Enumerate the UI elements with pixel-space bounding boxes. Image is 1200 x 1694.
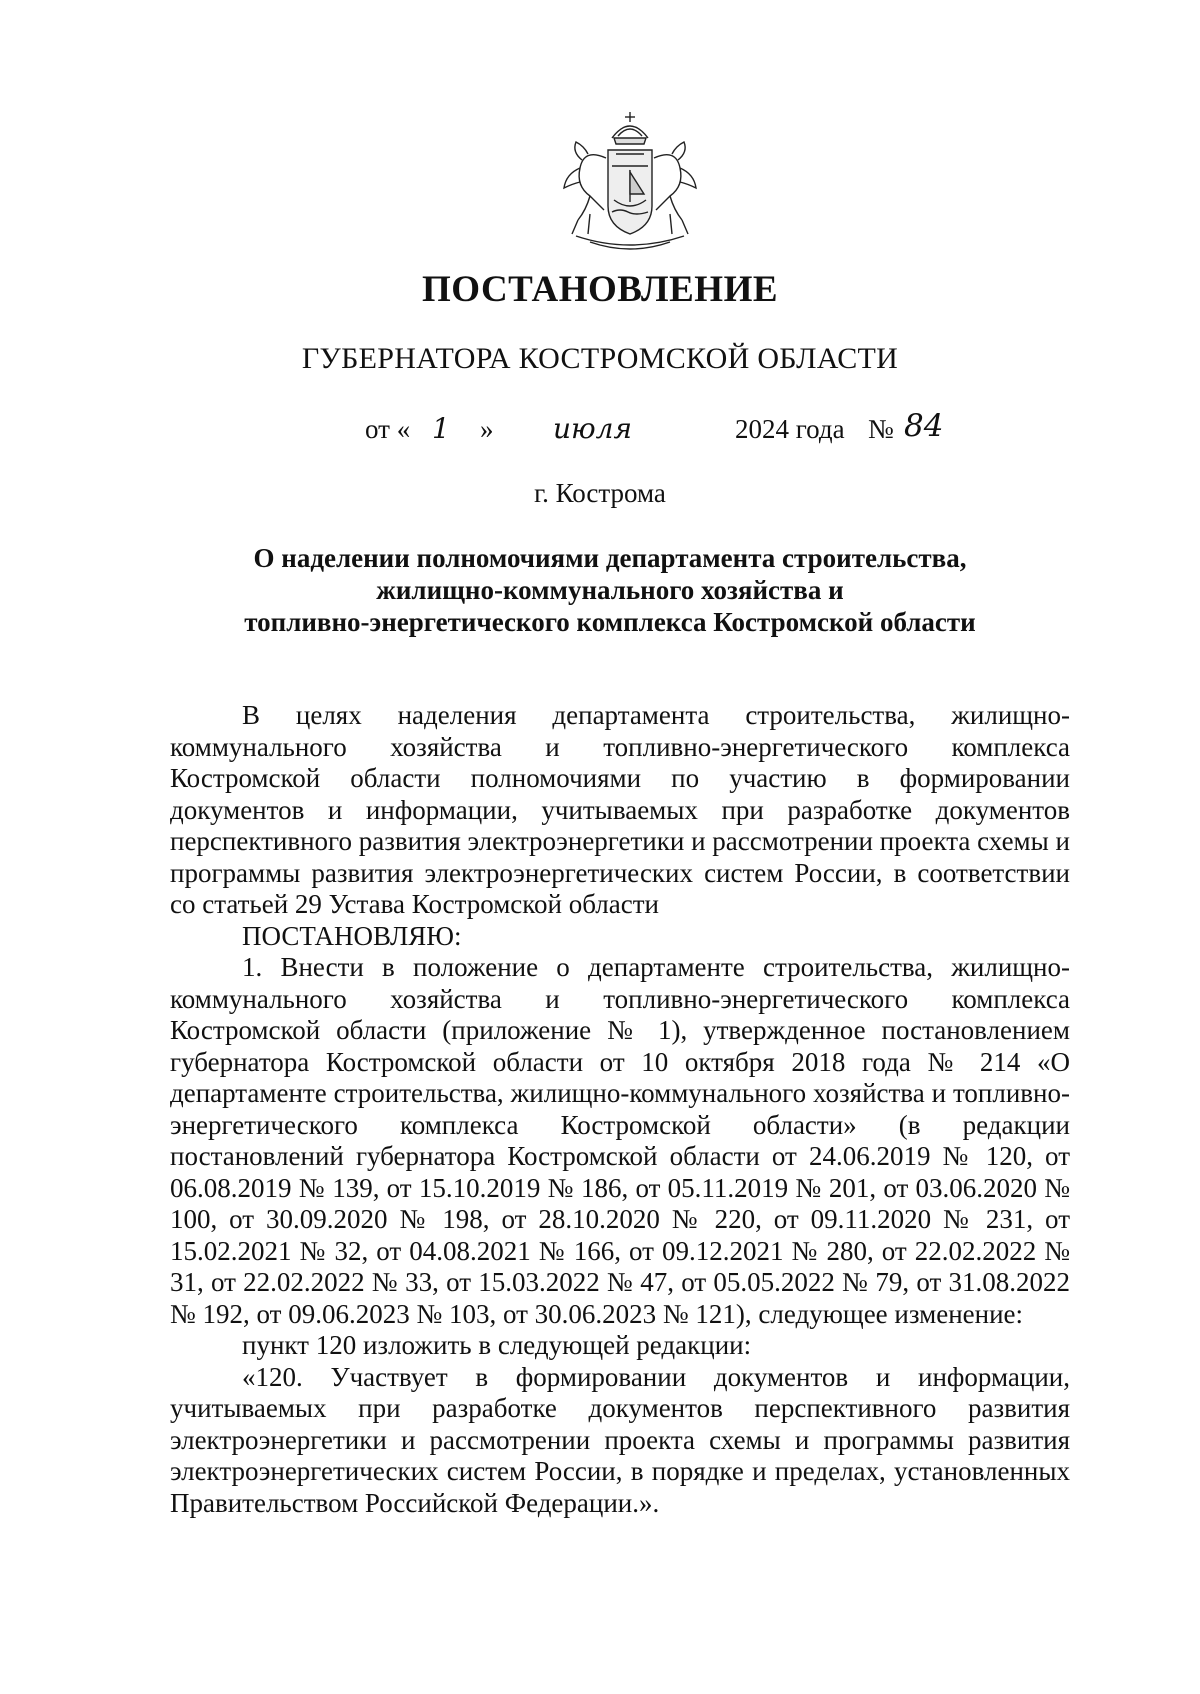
number-label: №: [868, 414, 894, 444]
date-day-handwritten: 1: [432, 412, 450, 445]
heading-line: жилищно-коммунального хозяйства и: [376, 575, 844, 605]
document-heading: [170, 542, 1050, 638]
date-day-close: »: [480, 414, 494, 444]
amendment-text-paragraph: «120. Участвует в формировании документов и информации, учитываемых при разработке документов перспективного развития электроэнергетики и рассмотрении проекта схемы и программы развития электроэнергетических систем России, в порядке и пределах, установленных Правительством Российской Федерации.».: [170, 1361, 1070, 1518]
document-issuer: ГУБЕРНАТОРА КОСТРОМСКОЙ ОБЛАСТИ: [301, 342, 899, 375]
date-year: 2024 года: [735, 414, 845, 444]
preamble-paragraph: В целях наделения департамента строительства, жилищно-коммунального хозяйства и топливно-энергетического комплекса Костромской области полномочиями по участию в формировании документов и информации, учитываемых при разработке документов перспективного развития электроэнергетики и рассмотрении проекта схемы и программы развития электроэнергетических систем России, в соответствии со статьей 29 Устава Костромской области: [170, 700, 1070, 919]
coat-of-arms-emblem: [550, 108, 710, 258]
heading-line: О наделении полномочиями департамента строительства,: [253, 543, 967, 573]
amendment-intro-paragraph: пункт 120 изложить в следующей редакции:: [242, 1330, 752, 1360]
document-title: ПОСТАНОВЛЕНИЕ: [421, 269, 779, 310]
date-month-handwritten: июля: [553, 412, 633, 445]
city-line: г. Кострома: [534, 478, 666, 508]
document-body: [170, 700, 1070, 1519]
heading-line: топливно-энергетического комплекса Костромской области: [244, 607, 976, 637]
resolve-line: ПОСТАНОВЛЯЮ:: [242, 920, 462, 951]
document-number-handwritten: 84: [904, 408, 944, 444]
item-1-paragraph: 1. Внести в положение о департаменте строительства, жилищно-коммунального хозяйства и топливно-энергетического комплекса Костромской области (приложение № 1), утвержденное постановлением губернатора Костромской области от 10 октября 2018 года № 214 «О департаменте строительства, жилищно-коммунального хозяйства и топливно-энергетического комплекса Костромской области» (в редакции постановлений губернатора Костромской области от 24.06.2019 № 120, от 06.08.2019 № 139, от 15.10.2019 № 186, от 05.11.2019 № 201, от 03.06.2020 № 100, от 30.09.2020 № 198, от 28.10.2020 № 220, от 09.11.2020 № 231, от 15.02.2021 № 32, от 04.08.2021 № 166, от 09.12.2021 № 280, от 22.02.2022 № 31, от 22.02.2022 № 33, от 15.03.2022 № 47, от 05.05.2022 № 79, от 31.08.2022 № 192, от 09.06.2023 № 103, от 30.06.2023 № 121), следующее изменение:: [170, 952, 1070, 1329]
date-line: [0, 408, 1200, 454]
date-prefix: от «: [365, 414, 411, 444]
